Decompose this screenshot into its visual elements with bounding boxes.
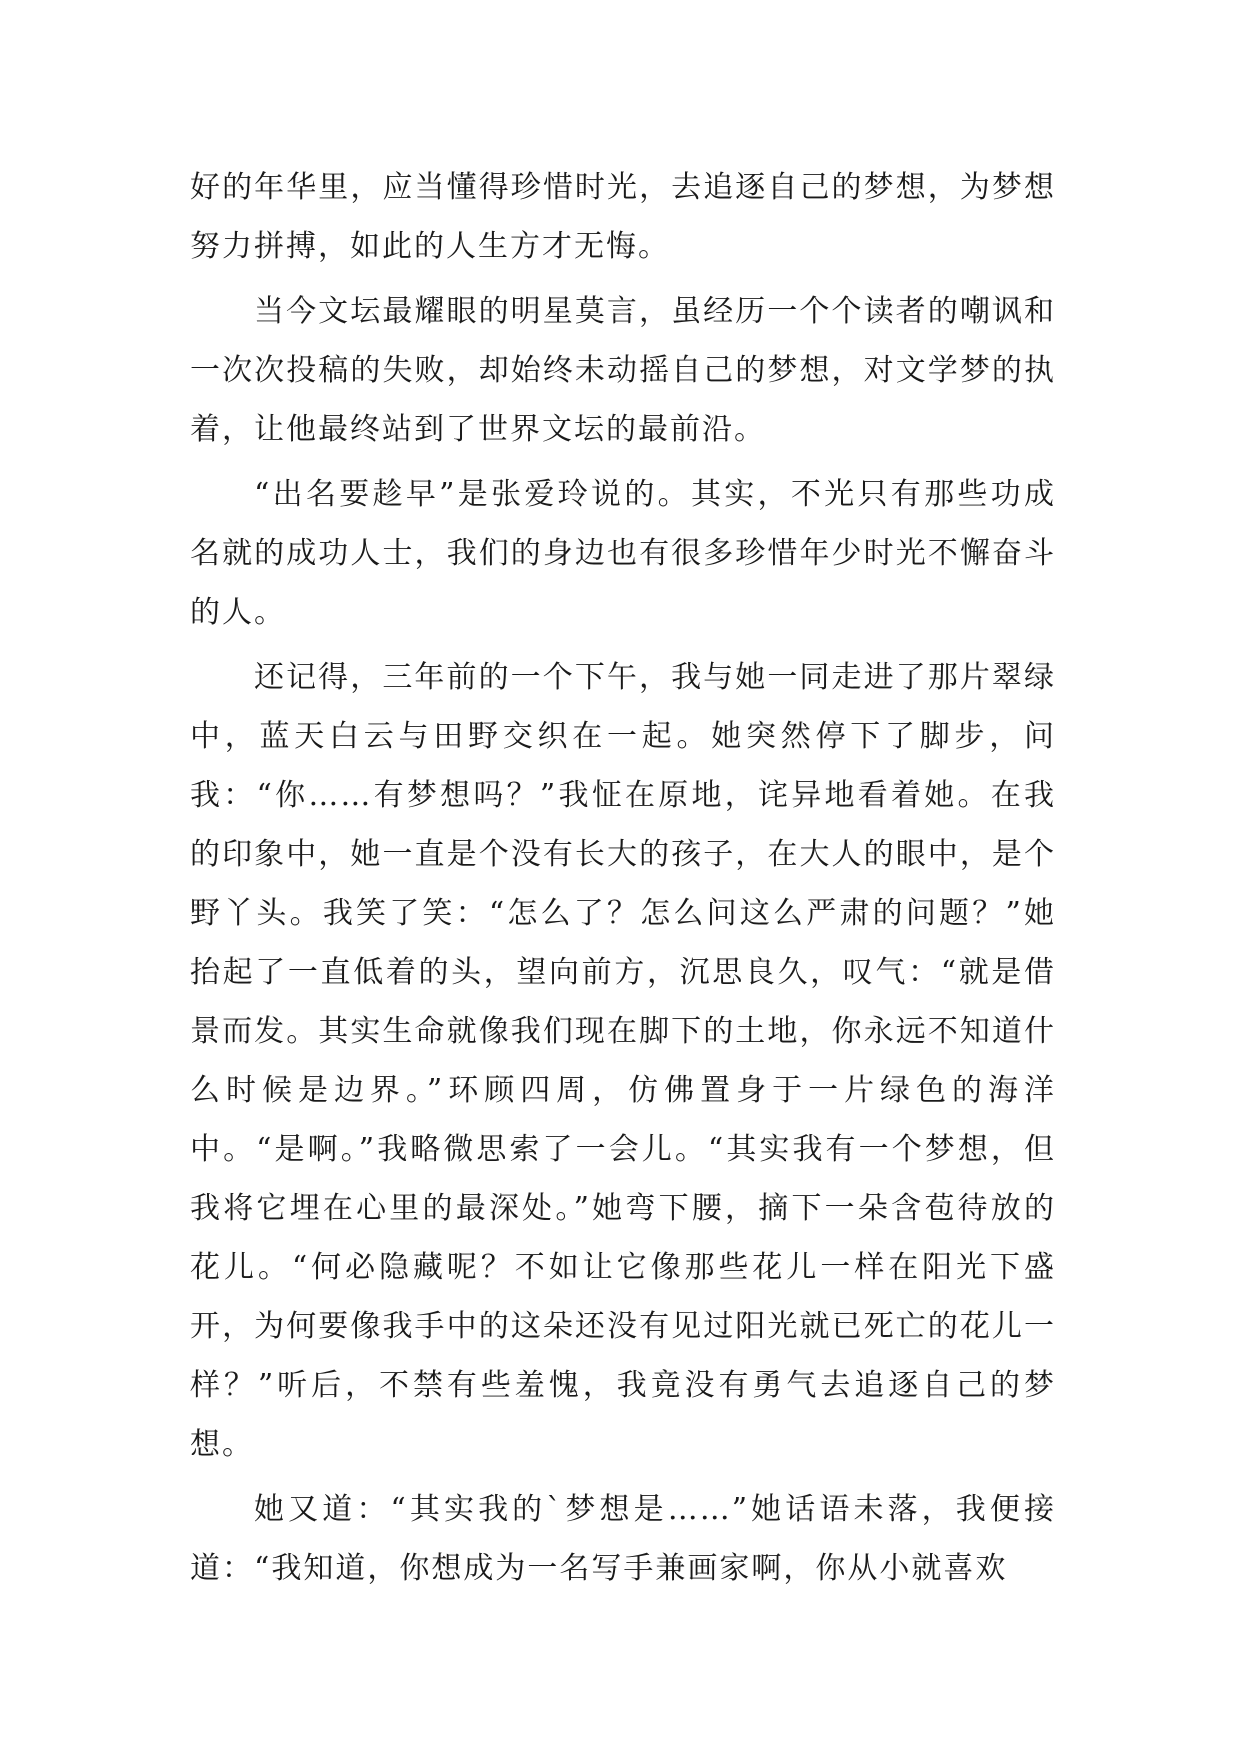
document-body [190,158,1056,1598]
paragraph-3: “出名要趁早”是张爱玲说的。其实，不光只有那些功成名就的成功人士，我们的身边也有很多珍惜年少时光不懈奋斗的人。 [190,477,1056,630]
paragraph-4: 还记得，三年前的一个下午，我与她一同走进了那片翠绿中，蓝天白云与田野交织在一起。她突然停下了脚步，问我：“你……有梦想吗？”我怔在原地，诧异地看着她。在我的印象中，她一直是个没有长大的孩子，在大人的眼中，是个野丫头。我笑了笑：“怎么了？怎么问这么严肃的问题？”她抬起了一直低着的头，望向前方，沉思良久，叹气：“就是借景而发。其实生命就像我们现在脚下的土地，你永远不知道什么时候是边界。”环顾四周，仿佛置身于一片绿色的海洋中。“是啊。”我略微思索了一会儿。“其实我有一个梦想，但我将它埋在心里的最深处。”她弯下腰，摘下一朵含苞待放的花儿。“何必隐藏呢？不如让它像那些花儿一样在阳光下盛开，为何要像我手中的这朵还没有见过阳光就已死亡的花儿一样？”听后，不禁有些羞愧，我竟没有勇气去追逐自己的梦想。 [190,660,1056,1462]
paragraph-5: 她又道：“其实我的`梦想是……”她话语未落，我便接道：“我知道，你想成为一名写手兼画家啊，你从小就喜欢 [190,1492,1056,1586]
paragraph-2: 当今文坛最耀眼的明星莫言，虽经历一个个读者的嘲讽和一次次投稿的失败，却始终未动摇自己的梦想，对文学梦的执着，让他最终站到了世界文坛的最前沿。 [190,294,1056,447]
paragraph-1: 好的年华里，应当懂得珍惜时光，去追逐自己的梦想，为梦想努力拼搏，如此的人生方才无悔。 [190,170,1056,264]
